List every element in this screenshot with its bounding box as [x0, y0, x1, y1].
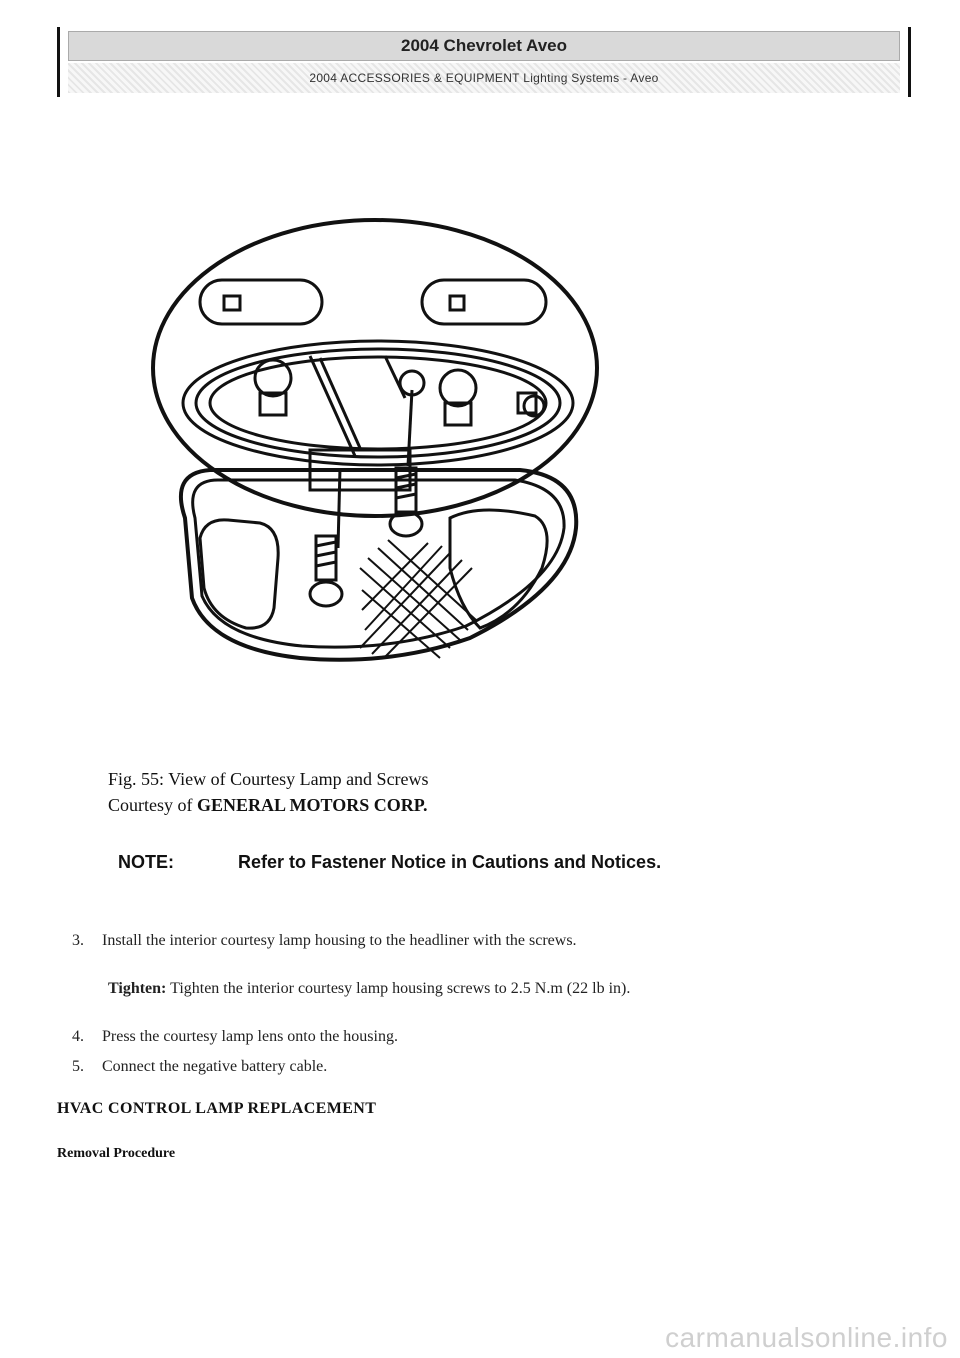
step-5: [72, 1058, 327, 1076]
credit-company: GENERAL MOTORS CORP.: [197, 795, 428, 815]
step-3: [72, 932, 577, 950]
header-subtitle: 2004 ACCESSORIES & EQUIPMENT Lighting Systems - Aveo: [68, 63, 900, 93]
step-text: Press the courtesy lamp lens onto the housing.: [102, 1028, 398, 1045]
step-text: Install the interior courtesy lamp housing to the headliner with the screws.: [102, 932, 577, 949]
tighten-spec: [108, 980, 630, 998]
step-number: 4.: [72, 1028, 84, 1045]
page-header: [57, 27, 911, 97]
section-subheading: Removal Procedure: [57, 1146, 176, 1161]
step-number: 5.: [72, 1058, 84, 1075]
note-text: Refer to Fastener Notice in Cautions and Notices.: [238, 852, 662, 872]
figure-caption: [108, 766, 429, 818]
figure-caption-title: Fig. 55: View of Courtesy Lamp and Screws: [108, 769, 429, 789]
courtesy-lamp-illustration: [150, 218, 630, 668]
figure-caption-credit: [108, 792, 429, 818]
step-text: Connect the negative battery cable.: [102, 1058, 328, 1075]
step-number: 3.: [72, 932, 84, 949]
site-watermark: carmanualsonline.info: [665, 1322, 948, 1353]
step-4: [72, 1028, 398, 1046]
credit-prefix: Courtesy of: [108, 795, 197, 815]
tighten-text: Tighten the interior courtesy lamp housing screws to 2.5 N.m (22 lb in).: [166, 980, 631, 997]
section-heading: HVAC CONTROL LAMP REPLACEMENT: [57, 1100, 377, 1117]
tighten-label: Tighten:: [108, 980, 167, 997]
fastener-note: [118, 850, 758, 874]
header-title: 2004 Chevrolet Aveo: [68, 31, 900, 61]
note-label: NOTE:: [118, 852, 174, 872]
